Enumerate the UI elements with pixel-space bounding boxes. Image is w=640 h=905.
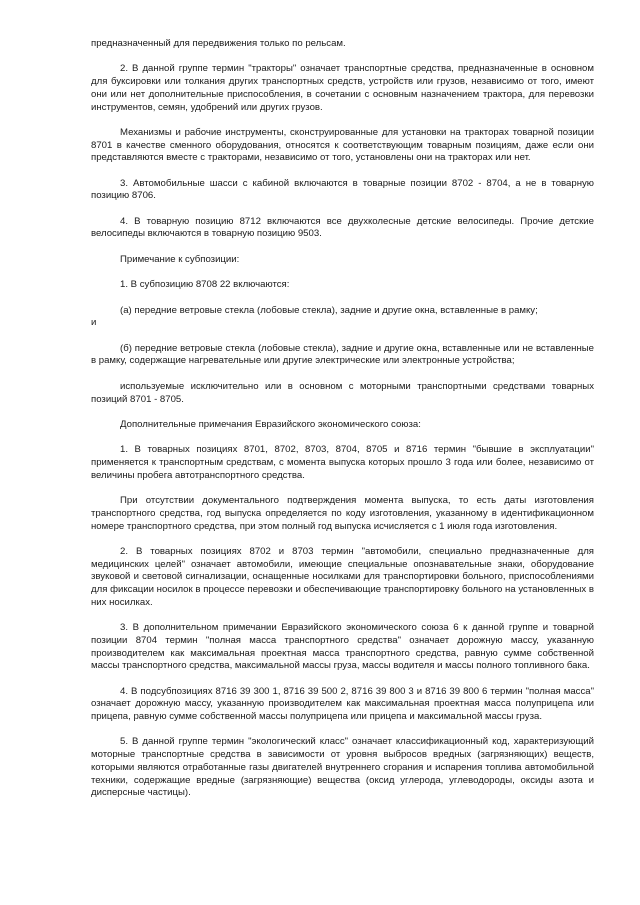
paragraph-eaeu-5-eco-class: 5. В данной группе термин "экологический класс" означает классификационный код, характеризующий моторные транспортные средства в зависимости от уровня выбросов вредных (загрязняющих) веществ, которыми являются отработанные газы двигателей внутреннего сгорания и испарения топлива автомобильной техники, содержащие вредные (загрязняющие) вещества (оксид углерода, углеводороды, оксиды азота и дисперсные частицы).	[91, 736, 594, 799]
paragraph-item-a: (а) передние ветровые стекла (лобовые стекла), задние и другие окна, вставленные в рамку;	[120, 304, 538, 316]
document-page	[91, 38, 594, 813]
paragraph-subposition-1: 1. В субпозицию 8708 22 включаются:	[120, 279, 290, 291]
paragraph-note-2-tractors: 2. В данной группе термин "тракторы" означает транспортные средства, предназначенные в основном для буксировки или толкания других транспортных средств, устройств или грузов, независимо от того, имеют они или нет дополнительные приспособления, в сочетании с основным назначением трактора, для перевозки инструментов, семян, удобрений или других грузов.	[91, 63, 594, 113]
paragraph-eaeu-3-gross-mass: 3. В дополнительном примечании Евразийского экономического союза 6 к данной группе и товарной позиции 8704 термин "полная масса транспортного средства" означает дорожную массу, указанную производителем как максимальная проектная масса транспортного средства, равную сумме собственной массы транспортного средства, максимальной массы груза, массы водителя и массы полного топливного бака.	[91, 622, 594, 672]
paragraph-eaeu-2-medical: 2. В товарных позициях 8702 и 8703 термин "автомобили, специально предназначенные для медицинских целей" означает автомобили, имеющие специальные опознавательные знаки, оборудование звуковой и световой сигнализации, оснащенные носилками для транспортировки больного, приспособлениями для фиксации носилок в процессе перевозки и обеспечивающие транспортировку больного на установленных в них носилках.	[91, 545, 594, 608]
paragraph-item-b: (б) передние ветровые стекла (лобовые стекла), задние и другие окна, вставленные или не вставленные в рамку, содержащие нагревательные или другие электрические или электронные устройства;	[91, 342, 594, 367]
paragraph-continuation: предназначенный для передвижения только по рельсам.	[91, 38, 346, 49]
paragraph-note-3-chassis: 3. Автомобильные шасси с кабиной включаются в товарные позиции 8702 - 8704, а не в товарную позицию 8706.	[91, 177, 594, 202]
paragraph-note-4-bicycles: 4. В товарную позицию 8712 включаются все двухколесные детские велосипеды. Прочие детские велосипеды включаются в товарную позицию 9503.	[91, 215, 594, 240]
paragraph-and: и	[91, 317, 97, 329]
paragraph-eaeu-no-documents: При отсутствии документального подтверждения момента выпуска, то есть даты изготовления транспортного средства, год выпуска определяется по коду изготовления, указанному в идентификационном номере транспортного средства, при этом полный год выпуска исчисляется с 1 июля года изготовления.	[91, 495, 594, 532]
paragraph-eaeu-4-full-mass: 4. В подсубпозициях 8716 39 300 1, 8716 39 500 2, 8716 39 800 3 и 8716 39 800 6 термин "полная масса" означает дорожную массу, указанную производителем как максимальная проектная масса полуприцепа или прицепа, равную сумме собственной массы полуприцепа или прицепа и максимальной массы груза.	[91, 685, 594, 723]
subheading-eaeu-notes: Дополнительные примечания Евразийского экономического союза:	[120, 418, 421, 430]
paragraph-mechanisms: Механизмы и рабочие инструменты, сконструированные для установки на тракторах товарной позиции 8701 в качестве сменного оборудования, относятся к соответствующим товарным позициям, даже если они представляются вместе с тракторами, независимо от того, установлены они на тракторах или нет.	[91, 126, 594, 164]
paragraph-eaeu-1-used: 1. В товарных позициях 8701, 8702, 8703, 8704, 8705 и 8716 термин "бывшие в эксплуатации" применяется к транспортным средствам, с момента выпуска которых прошло 3 года или более, независимо от величины пробега автотранспортного средства.	[91, 444, 594, 481]
paragraph-used-with: используемые исключительно или в основном с моторными транспортными средствами товарных позиций 8701 - 8705.	[91, 380, 594, 405]
subheading-subposition-note: Примечание к субпозиции:	[120, 253, 240, 265]
